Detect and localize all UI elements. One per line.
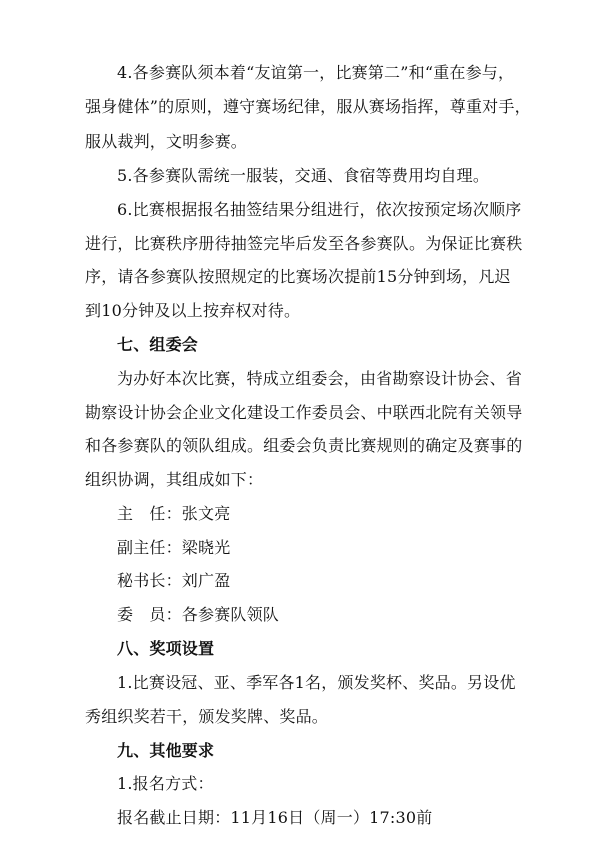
rule-5: 5.各参赛队需统一服装，交通、食宿等费用均自理。	[117, 166, 490, 185]
section-7-paragraph-line-4: 组织协调，其组成如下：	[85, 470, 264, 489]
rule-6-line-3: 序，请各参赛队按照规定的比赛场次提前15分钟到场，凡迟	[85, 267, 511, 286]
section-7-paragraph-line-2: 勘察设计协会企业文化建设工作委员会、中联西北院有关领导	[85, 403, 523, 422]
rule-6-line-4: 到10分钟及以上按弃权对待。	[85, 301, 301, 320]
committee-director: 主 任：张文亮	[117, 504, 231, 523]
section-8-paragraph-line-2: 秀组织奖若干，颁发奖牌、奖品。	[85, 707, 329, 726]
section-8-heading: 八、奖项设置	[117, 639, 215, 658]
section-7-paragraph-line-3: 和各参赛队的领队组成。组委会负责比赛规则的确定及赛事的	[85, 436, 523, 455]
committee-secretary-general: 秘书长：刘广盈	[117, 571, 231, 590]
rule-4-line-3: 服从裁判，文明参赛。	[85, 132, 248, 151]
committee-deputy-director: 副主任：梁晓光	[117, 538, 231, 557]
section-7-heading: 七、组委会	[117, 335, 199, 354]
section-8-paragraph-line-1: 1.比赛设冠、亚、季军各1名，颁发奖杯、奖品。另设优	[117, 673, 516, 692]
rule-6-line-2: 进行，比赛秩序册待抽签完毕后发至各参赛队。为保证比赛秩	[85, 234, 523, 253]
rule-6-line-1: 6.比赛根据报名抽签结果分组进行，依次按预定场次顺序	[117, 200, 522, 219]
section-9-heading: 九、其他要求	[117, 741, 215, 760]
registration-deadline: 报名截止日期：11月16日（周一）17:30前	[117, 808, 433, 827]
rule-4-line-2: 强身健体”的原则，遵守赛场纪律，服从赛场指挥，尊重对手，	[85, 97, 531, 116]
committee-members: 委 员：各参赛队领队	[117, 605, 280, 624]
section-7-paragraph-line-1: 为办好本次比赛，特成立组委会，由省勘察设计协会、省	[117, 369, 523, 388]
rule-4-line-1: 4.各参赛队须本着“友谊第一，比赛第二”和“重在参与，	[117, 63, 515, 82]
registration-method: 1.报名方式：	[117, 774, 214, 793]
